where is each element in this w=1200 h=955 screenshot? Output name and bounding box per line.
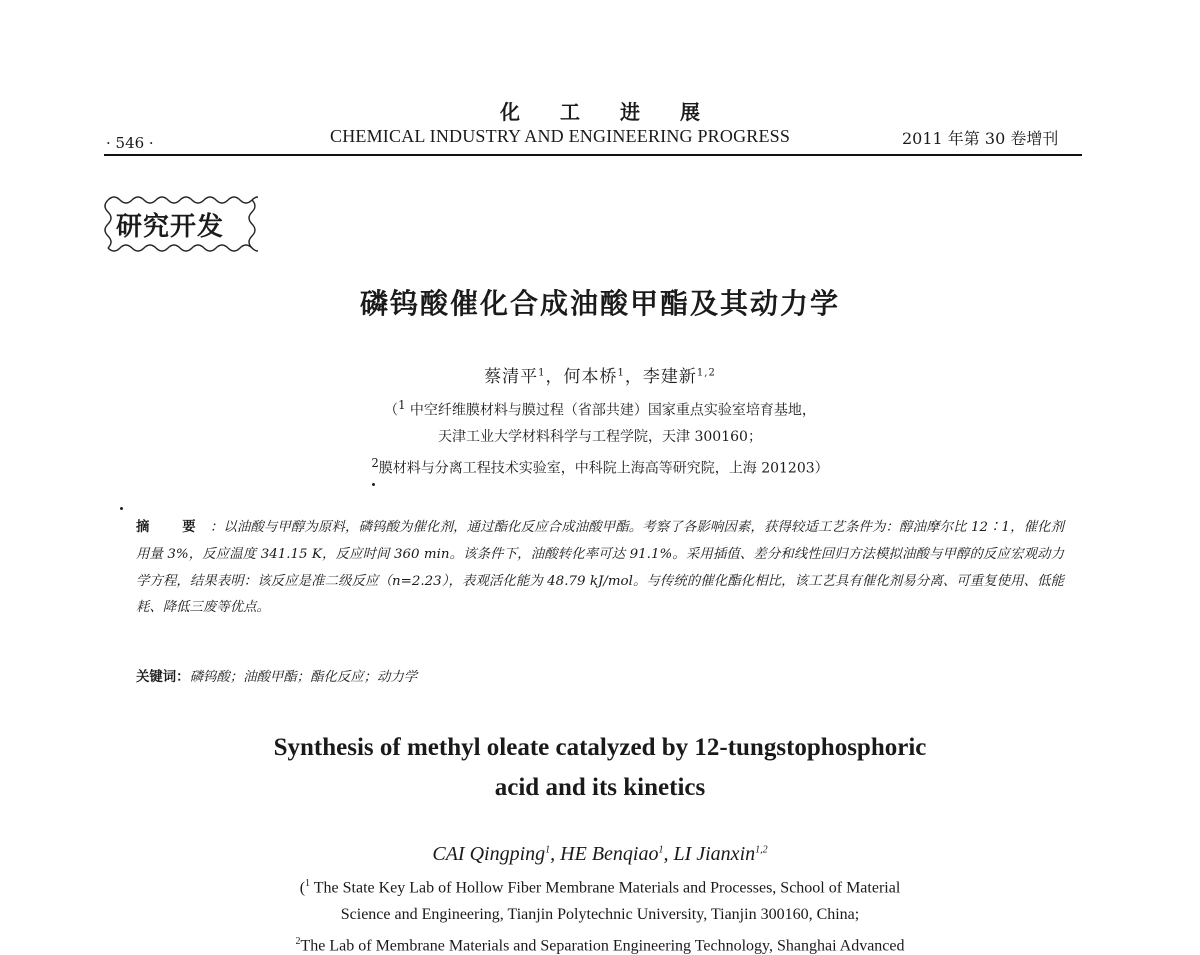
affiliation-text: The Lab of Membrane Materials and Separation Engineering Technology, Shanghai Advanced xyxy=(300,937,905,955)
journal-title-en: CHEMICAL INDUSTRY AND ENGINEERING PROGRESS xyxy=(330,126,791,146)
author-separator: , xyxy=(550,843,561,865)
authors-cn xyxy=(0,362,1200,387)
author-superscript: 1,2 xyxy=(696,367,716,379)
paper-title-en xyxy=(0,728,1200,808)
affiliation-cn-line: 天津工业大学材料科学与工程学院，天津 300160； xyxy=(438,429,762,445)
author-name: 蔡清平 xyxy=(484,367,539,387)
author-name: 李建新 xyxy=(642,367,697,387)
abstract-colon: ： xyxy=(209,520,224,535)
affiliation-superscript: 2 xyxy=(295,936,301,947)
keywords-text: 磷钨酸；油酸甲酯；酯化反应；动力学 xyxy=(189,670,418,685)
section-badge-label: 研究开发 xyxy=(116,212,225,242)
author-separator: ， xyxy=(545,367,564,387)
affiliation-en-line xyxy=(0,878,1200,897)
author-superscript: 1,2 xyxy=(755,844,768,856)
author-name: HE Benqiao xyxy=(560,843,659,865)
author-separator: , xyxy=(663,843,674,865)
author-name: 何本桥 xyxy=(563,367,618,387)
affiliation-en-line: Science and Engineering, Tianjin Polytechnic University, Tianjin 300160, China; xyxy=(340,906,860,923)
affiliation-en-line xyxy=(0,936,1200,955)
scan-speck xyxy=(372,483,375,486)
author-superscript: 1 xyxy=(545,844,551,856)
issue-info: 2011 年第 30 卷增刊 xyxy=(902,129,1059,148)
author-name: LI Jianxin xyxy=(673,843,756,865)
author-separator: ， xyxy=(624,367,643,387)
affiliation-cn-line xyxy=(0,456,1200,478)
authors-en xyxy=(0,843,1200,866)
keywords xyxy=(136,666,417,685)
affiliation-text: 膜材料与分离工程技术实验室，中科院上海高等研究院，上海 201203） xyxy=(378,460,829,477)
affiliation-paren: （ xyxy=(384,402,399,419)
journal-title-cn: 化工进展 xyxy=(500,100,740,124)
abstract xyxy=(136,515,1064,622)
affiliation-superscript: 1 xyxy=(398,398,406,412)
affiliation-text: The State Key Lab of Hollow Fiber Membrane Materials and Processes, School of Material xyxy=(310,879,901,897)
author-name: CAI Qingping xyxy=(432,843,546,865)
author-superscript: 1 xyxy=(658,844,664,856)
header-rule xyxy=(104,154,1082,156)
abstract-label: 摘 要 xyxy=(136,520,210,535)
affiliation-superscript: 1 xyxy=(305,878,311,889)
scan-speck xyxy=(120,507,123,510)
author-superscript: 1 xyxy=(538,367,546,379)
page-number: · 546 · xyxy=(106,134,154,152)
affiliation-superscript: 2 xyxy=(371,456,379,470)
paper-title-en-line: acid and its kinetics xyxy=(494,774,706,801)
paper-title-cn: 磷钨酸催化合成油酸甲酯及其动力学 xyxy=(359,287,840,320)
affiliation-paren: ( xyxy=(299,879,306,897)
author-superscript: 1 xyxy=(617,367,625,379)
section-badge xyxy=(102,192,258,256)
abstract-text: 以油酸与甲醇为原料，磷钨酸为催化剂，通过酯化反应合成油酸甲酯。考察了各影响因素，获得较适工艺条件为：醇油摩尔比 12∶1，催化剂用量 3%，反应温度 341.15 K，反应时间 360 min。该条件下，油酸转化率可达 91.1%。采用插值、差分和线性回归方法模拟油酸与甲醇的反应宏观动力学方程，结果表明：该反应是准二级反应（n=2.23），表观活化能为 48.79 kJ/mol。与传统的催化酯化相比，该工艺具有催化剂易分离、可重复使用、低能耗、降低三废等优点。 xyxy=(136,520,1065,616)
keywords-label: 关键词： xyxy=(136,670,190,685)
affiliation-text: 中空纤维膜材料与膜过程（省部共建）国家重点实验室培育基地， xyxy=(405,402,816,419)
affiliation-cn-line xyxy=(0,398,1200,420)
paper-title-en-line: Synthesis of methyl oleate catalyzed by 12-tungstophosphoric xyxy=(273,734,927,761)
